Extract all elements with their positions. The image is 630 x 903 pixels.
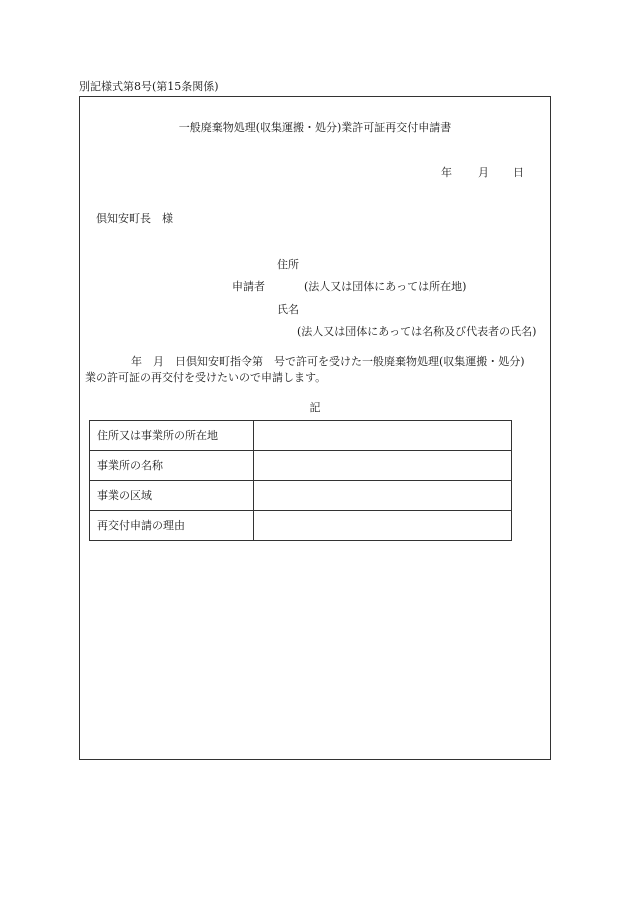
row-label: 事業の区域 — [90, 481, 254, 511]
ki-heading: 記 — [309, 401, 321, 414]
details-table — [89, 420, 512, 541]
applicant-label: 申請者 — [232, 280, 265, 293]
date-day-label: 日 — [513, 166, 524, 179]
row-value[interactable] — [254, 421, 512, 451]
name-label: 氏名 — [277, 303, 299, 316]
address-label: 住所 — [277, 258, 299, 271]
body-text-line-2: 業の許可証の再交付を受けたいので申請します。 — [85, 371, 327, 384]
row-label: 事業所の名称 — [90, 451, 254, 481]
table-row — [90, 451, 512, 481]
body-text-line-1: 年 月 日倶知安町指令第 号で許可を受けた一般廃棄物処理(収集運搬・処分) — [131, 355, 525, 368]
row-label: 住所又は事業所の所在地 — [90, 421, 254, 451]
document-title: 一般廃棄物処理(収集運搬・処分)業許可証再交付申請書 — [178, 121, 452, 134]
date-year-label: 年 — [441, 166, 452, 179]
row-value[interactable] — [254, 451, 512, 481]
address-note: (法人又は団体にあっては所在地) — [304, 280, 467, 293]
table-row — [90, 481, 512, 511]
table-row — [90, 421, 512, 451]
row-value[interactable] — [254, 481, 512, 511]
row-value[interactable] — [254, 511, 512, 541]
name-note: (法人又は団体にあっては名称及び代表者の氏名) — [297, 325, 537, 338]
row-label: 再交付申請の理由 — [90, 511, 254, 541]
form-number-label: 別記様式第8号(第15条関係) — [79, 80, 219, 93]
date-month-label: 月 — [478, 166, 489, 179]
table-row — [90, 511, 512, 541]
addressee: 倶知安町長 様 — [96, 212, 173, 225]
